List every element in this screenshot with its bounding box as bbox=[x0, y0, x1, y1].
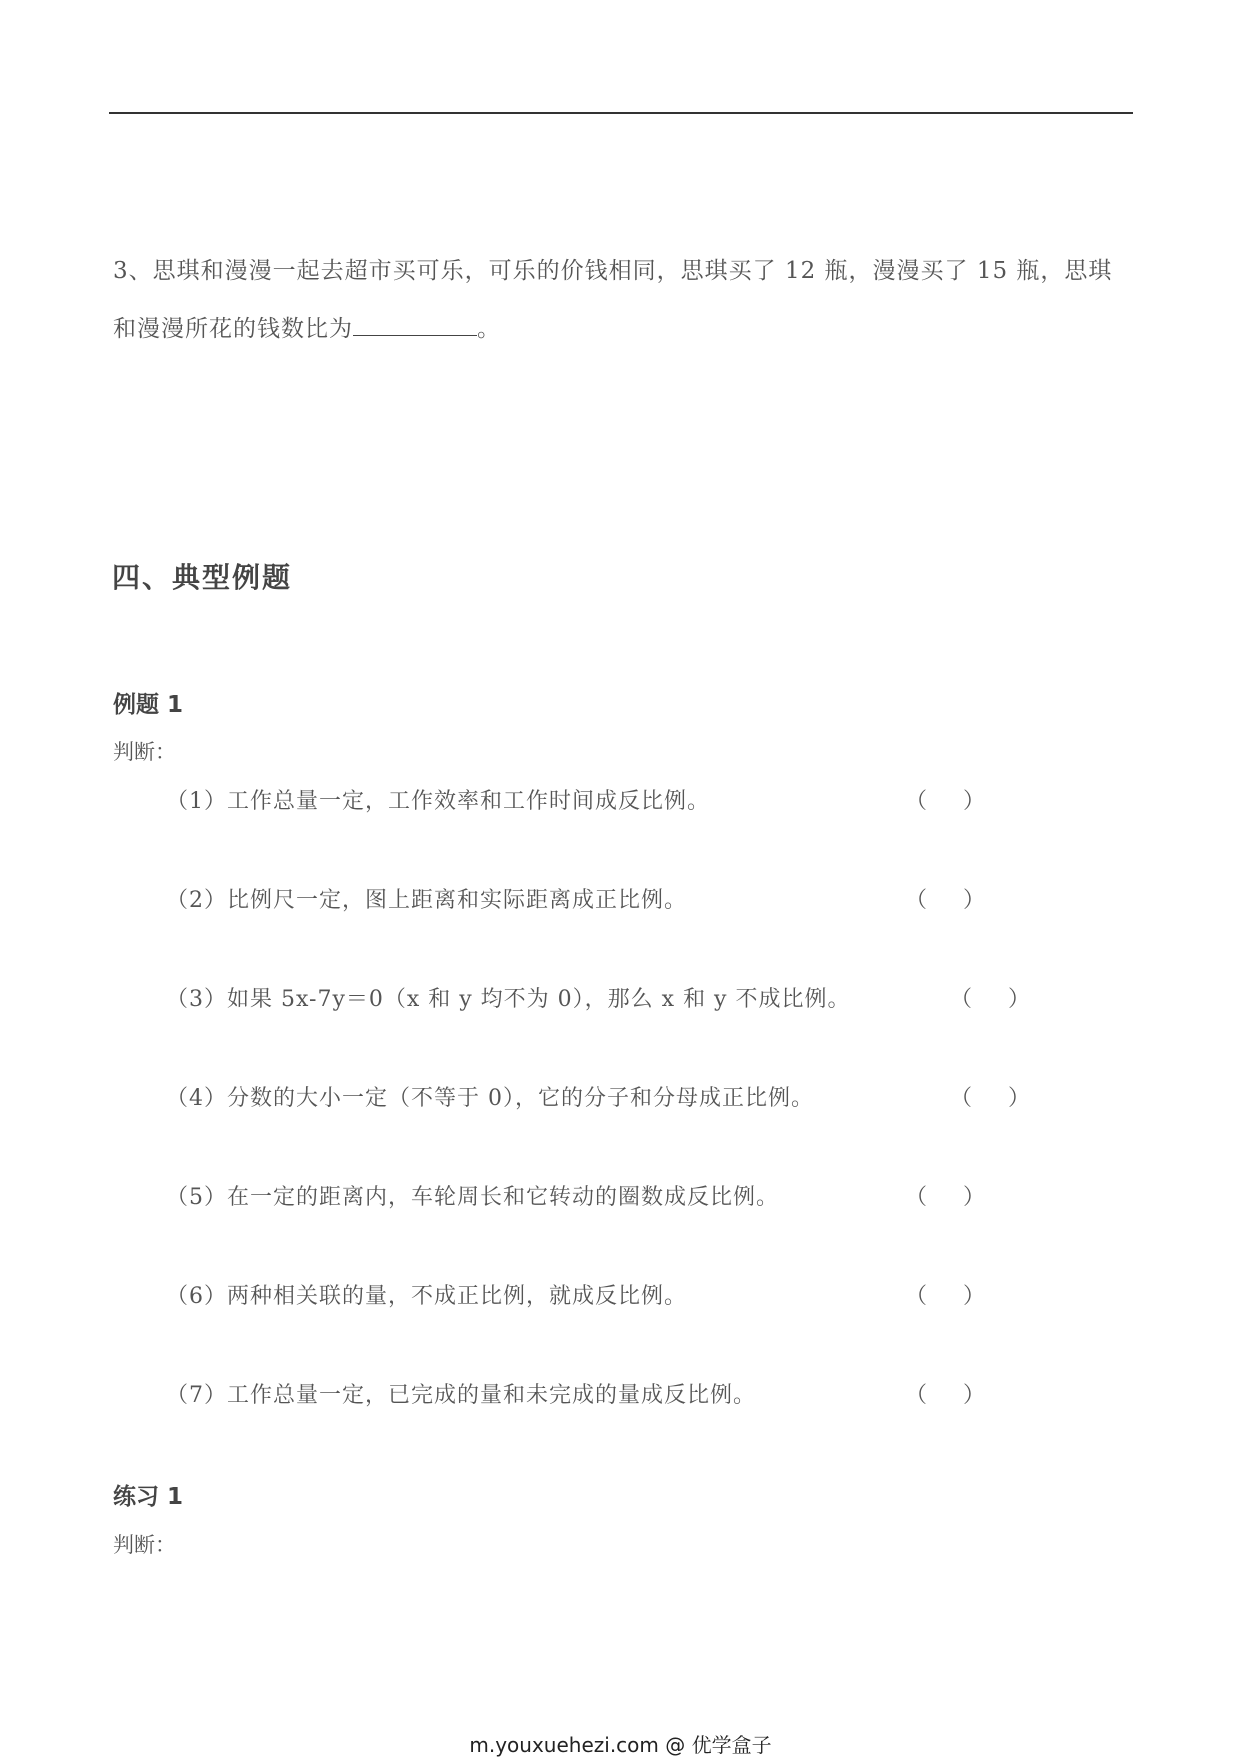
question-3-prefix: 和漫漫所花的钱数比为 bbox=[113, 316, 353, 342]
judgment-item-2: （2）比例尺一定，图上距离和实际距离成正比例。 bbox=[166, 888, 687, 913]
judgment-item-3: （3）如果 5x-7y＝0（x 和 y 均不为 0），那么 x 和 y 不成比例。 bbox=[166, 987, 851, 1012]
paren-open: （ bbox=[905, 1383, 928, 1408]
paren-close: ） bbox=[962, 1284, 985, 1309]
paren-close: ） bbox=[1007, 1086, 1030, 1111]
judgment-item-7: （7）工作总量一定，已完成的量和未完成的量成反比例。 bbox=[166, 1383, 756, 1408]
example-1-instruction: 判断： bbox=[113, 740, 176, 764]
question-3-suffix: 。 bbox=[477, 316, 501, 342]
example-1-title: 例题 1 bbox=[113, 692, 184, 718]
footer-watermark: m.youxuehezi.com @ 优学盒子 bbox=[469, 1733, 772, 1757]
answer-parens-4[interactable] bbox=[950, 1081, 1030, 1112]
header-rule bbox=[109, 112, 1133, 114]
answer-parens-6[interactable] bbox=[905, 1279, 985, 1310]
paren-close: ） bbox=[1007, 987, 1030, 1012]
paren-open: （ bbox=[905, 888, 928, 913]
paren-close: ） bbox=[962, 1383, 985, 1408]
practice-1-instruction: 判断： bbox=[113, 1533, 176, 1557]
answer-parens-2[interactable] bbox=[905, 883, 985, 914]
question-3 bbox=[113, 242, 1133, 358]
paren-open: （ bbox=[905, 1284, 928, 1309]
judgment-item-4: （4）分数的大小一定（不等于 0），它的分子和分母成正比例。 bbox=[166, 1086, 814, 1111]
question-3-line-2 bbox=[113, 300, 1133, 358]
paren-open: （ bbox=[905, 789, 928, 814]
question-3-line-1: 3、思琪和漫漫一起去超市买可乐，可乐的价钱相同，思琪买了 12 瓶，漫漫买了 15 瓶，思琪 bbox=[113, 258, 1113, 284]
practice-1-title: 练习 1 bbox=[113, 1484, 184, 1510]
answer-parens-7[interactable] bbox=[905, 1378, 985, 1409]
section-title: 四、典型例题 bbox=[112, 561, 293, 594]
answer-parens-1[interactable] bbox=[905, 784, 985, 815]
paren-open: （ bbox=[905, 1185, 928, 1210]
paren-open: （ bbox=[950, 987, 973, 1012]
answer-blank[interactable] bbox=[353, 315, 477, 336]
judgment-item-5: （5）在一定的距离内，车轮周长和它转动的圈数成反比例。 bbox=[166, 1185, 779, 1210]
paren-open: （ bbox=[950, 1086, 973, 1111]
paren-close: ） bbox=[962, 888, 985, 913]
answer-parens-3[interactable] bbox=[950, 982, 1030, 1013]
answer-parens-5[interactable] bbox=[905, 1180, 985, 1211]
paren-close: ） bbox=[962, 789, 985, 814]
paren-close: ） bbox=[962, 1185, 985, 1210]
judgment-item-1: （1）工作总量一定，工作效率和工作时间成反比例。 bbox=[166, 789, 710, 814]
judgment-item-6: （6）两种相关联的量，不成正比例，就成反比例。 bbox=[166, 1284, 687, 1309]
